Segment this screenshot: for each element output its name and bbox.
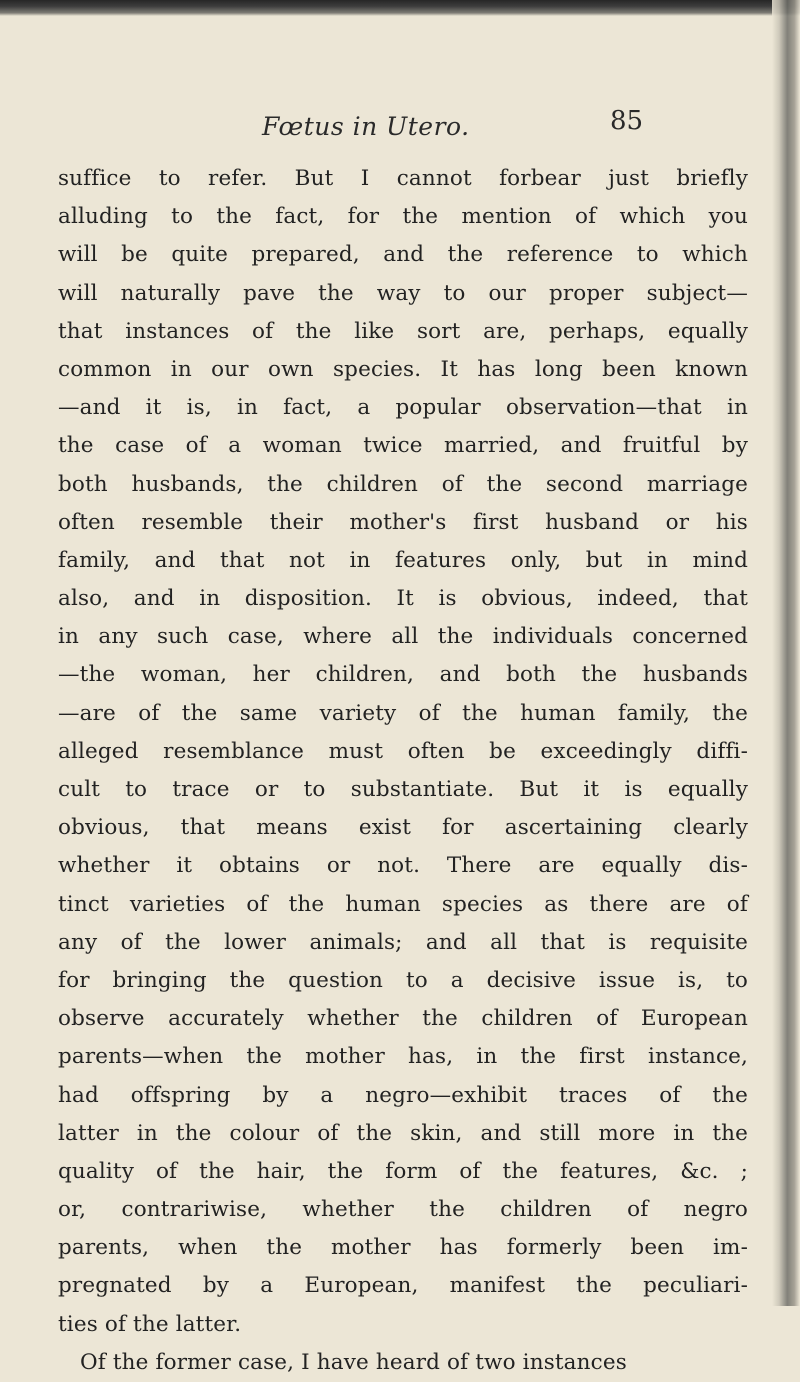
text-line: both husbands, the children of the second marriage [58, 471, 748, 497]
text-line: will naturally pave the way to our proper subject— [58, 280, 748, 306]
text-line: the case of a woman twice married, and fruitful by [58, 433, 748, 459]
text-line: quality of the hair, the form of the features, &c. ; [58, 1158, 748, 1184]
text-line: or, contrariwise, whether the children of negro [58, 1197, 748, 1223]
text-line: cult to trace or to substantiate. But it is equally [58, 777, 748, 802]
text-line: will be quite prepared, and the reference to which [58, 242, 748, 268]
text-line: family, and that not in features only, but in mind [58, 547, 748, 573]
text-line: any of the lower animals; and all that is requisite [58, 929, 748, 955]
body-text [58, 160, 748, 1382]
text-line: that instances of the like sort are, perhaps, equally [58, 318, 748, 344]
text-line: parents—when the mother has, in the first instance, [58, 1044, 748, 1070]
text-line: for bringing the question to a decisive issue is, to [58, 967, 748, 993]
text-line: had offspring by a negro—exhibit traces of the [58, 1082, 748, 1108]
text-line: suffice to refer. But I cannot forbear just briefly [58, 166, 748, 191]
page-number: 85 [610, 106, 644, 136]
text-line: observe accurately whether the children of European [58, 1006, 748, 1032]
text-line: parents, when the mother has formerly been im- [58, 1235, 748, 1261]
text-line: latter in the colour of the skin, and still more in the [58, 1120, 748, 1146]
text-line: pregnated by a European, manifest the peculiari- [58, 1273, 748, 1299]
text-line: common in our own species. It has long been known [58, 356, 748, 382]
text-line: ties of the latter. [58, 1311, 242, 1337]
running-title: Fœtus in Utero. [262, 112, 470, 141]
text-line: whether it obtains or not. There are equally dis- [58, 853, 748, 879]
page-header [0, 106, 800, 152]
text-line: obvious, that means exist for ascertaining clearly [58, 815, 748, 841]
text-line: —and it is, in fact, a popular observation—that in [58, 395, 748, 421]
text-line: in any such case, where all the individuals concerned [58, 624, 748, 650]
text-line: also, and in disposition. It is obvious, indeed, that [58, 586, 748, 612]
text-line: often resemble their mother's first husband or his [58, 509, 748, 535]
text-line: —are of the same variety of the human family, the [58, 700, 748, 726]
text-line: Of the former case, I have heard of two instances [80, 1349, 627, 1375]
text-line: alluding to the fact, for the mention of which you [58, 204, 748, 230]
text-line: —the woman, her children, and both the husbands [58, 662, 748, 688]
text-line: alleged resemblance must often be exceedingly diffi- [58, 738, 748, 764]
text-line: tinct varieties of the human species as there are of [58, 891, 748, 917]
